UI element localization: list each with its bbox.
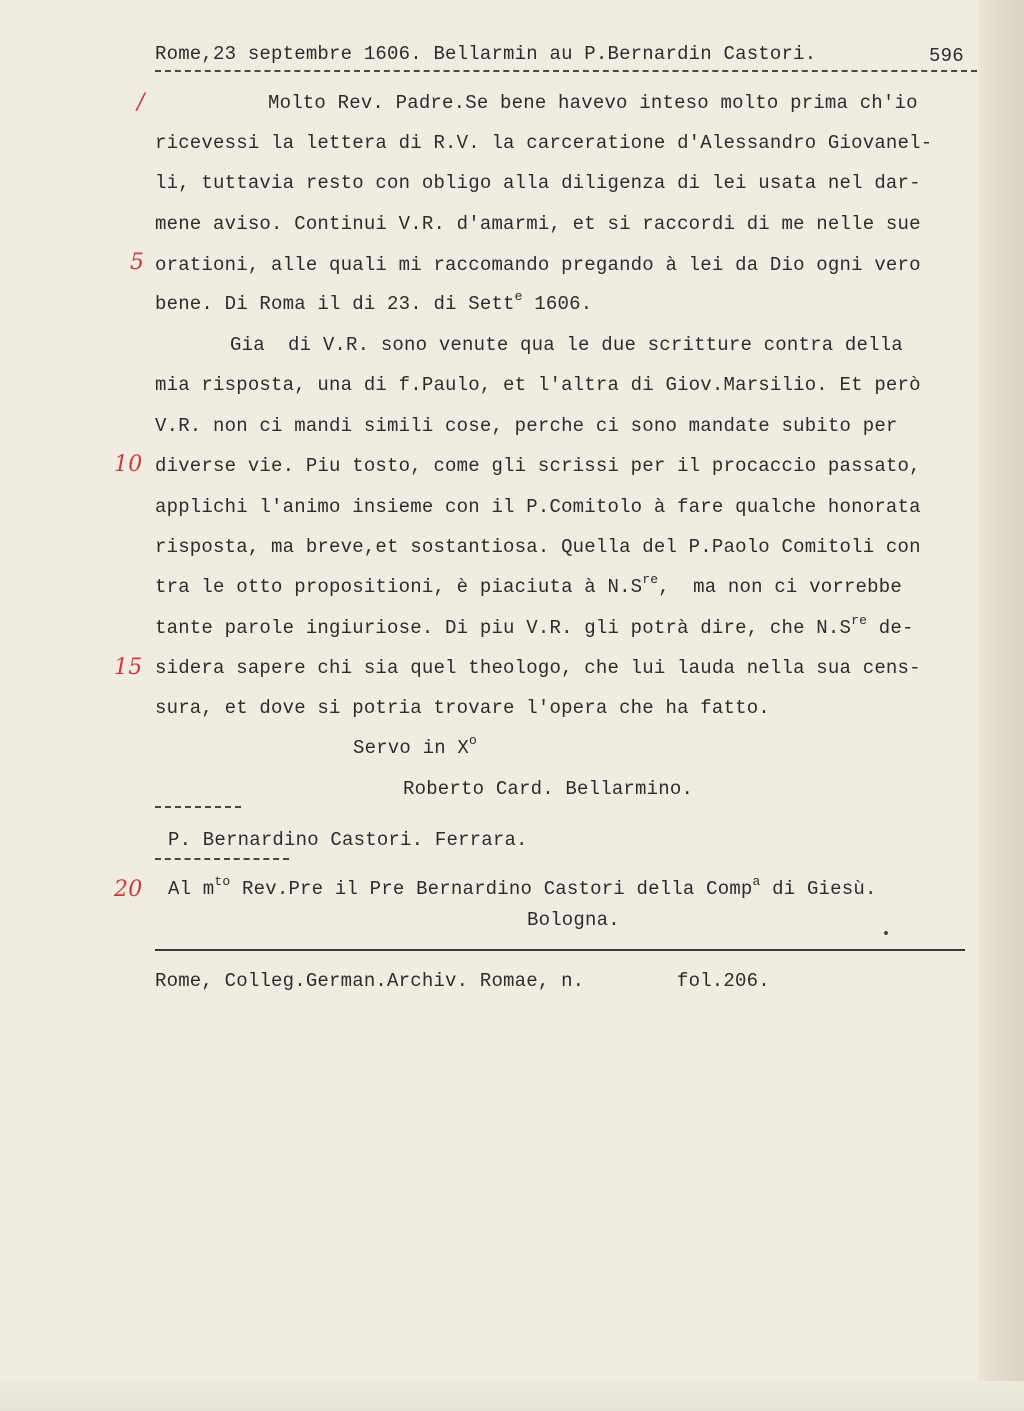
body-line-2: ricevessi la lettera di R.V. la carceratione d'Alessandro Giovanel- [155,132,933,154]
margin-number-1: / [137,90,145,115]
closing-servo-superscript: o [469,733,478,748]
body-line-13 [155,572,902,599]
body-line-6 [155,289,593,316]
nsre-superscript-2: re [851,613,868,628]
body-line-15: sidera sapere chi sia quel theologo, che lui lauda nella sua cens- [155,657,921,679]
closing-servo-text: Servo in X [353,737,470,759]
address-prefix: Al m [168,878,215,900]
address-middle: Rev.Pre il Pre Bernardino Castori della Comp [230,878,753,900]
body-line-13-text: tra le otto propositioni, è piaciuta à N.S [155,576,643,598]
address-comp-superscript: a [752,874,761,889]
margin-number-20: 20 [114,877,143,902]
margin-number-5: 5 [130,250,145,275]
address-line [168,874,877,901]
body-line-11: applichi l'animo insieme con il P.Comitolo à fare qualche honorata [155,496,921,518]
recipient-dashed-rule [155,858,289,860]
sett-superscript: e [514,289,523,304]
body-line-12: risposta, ma breve,et sostantiosa. Quella del P.Paolo Comitoli con [155,536,921,558]
body-line-3: li, tuttavia resto con obligo alla diligenza di lei usata nel dar- [155,172,921,194]
body-line-16: sura, et dove si potria trovare l'opera che ha fatto. [155,697,770,719]
signature-dashed-rule [155,806,241,808]
body-line-14-tail: de- [867,617,914,639]
body-line-8: mia risposta, una di f.Paulo, et l'altra di Giov.Marsilio. Et però [155,374,921,396]
header-dashed-rule [155,70,977,72]
source-folio: fol.206. [677,970,770,992]
body-line-5: orationi, alle quali mi raccomando pregando à lei da Dio ogni vero [155,254,921,276]
margin-number-15: 15 [114,655,143,680]
body-line-13-tail: , ma non ci vorrebbe [658,576,902,598]
signature: Roberto Card. Bellarmino. [403,778,694,800]
margin-number-10: 10 [114,452,143,477]
closing-servo [353,733,478,760]
body-line-6-text: bene. Di Roma il di 23. di Sett [155,293,515,315]
body-line-14-text: tante parole ingiuriose. Di piu V.R. gli potrà dire, che N.S [155,617,852,639]
body-line-4: mene aviso. Continui V.R. d'amarmi, et si raccordi di me nelle sue [155,213,921,235]
address-prefix-superscript: to [214,874,231,889]
source-separator-rule [155,949,965,951]
body-line-6-tail: 1606. [522,293,593,315]
recipient-line: P. Bernardino Castori. Ferrara. [168,829,528,851]
address-city: Bologna. [527,909,620,931]
nsre-superscript-1: re [642,572,659,587]
body-line-10: diverse vie. Piu tosto, come gli scrissi per il procaccio passato, [155,455,921,477]
body-line-7: Gia di V.R. sono venute qua le due scritture contra della [230,334,903,356]
body-line-1: Molto Rev. Padre.Se bene havevo inteso molto prima ch'io [268,92,918,114]
body-line-9: V.R. non ci mandi simili cose, perche ci sono mandate subito per [155,415,898,437]
address-suffix: di Giesù. [760,878,877,900]
page-number: 596 [929,45,964,67]
source-archive: Rome, Colleg.German.Archiv. Romae, n. [155,970,585,992]
body-line-14 [155,613,914,640]
header-title: Rome,23 septembre 1606. Bellarmin au P.Bernardin Castori. [155,43,817,65]
